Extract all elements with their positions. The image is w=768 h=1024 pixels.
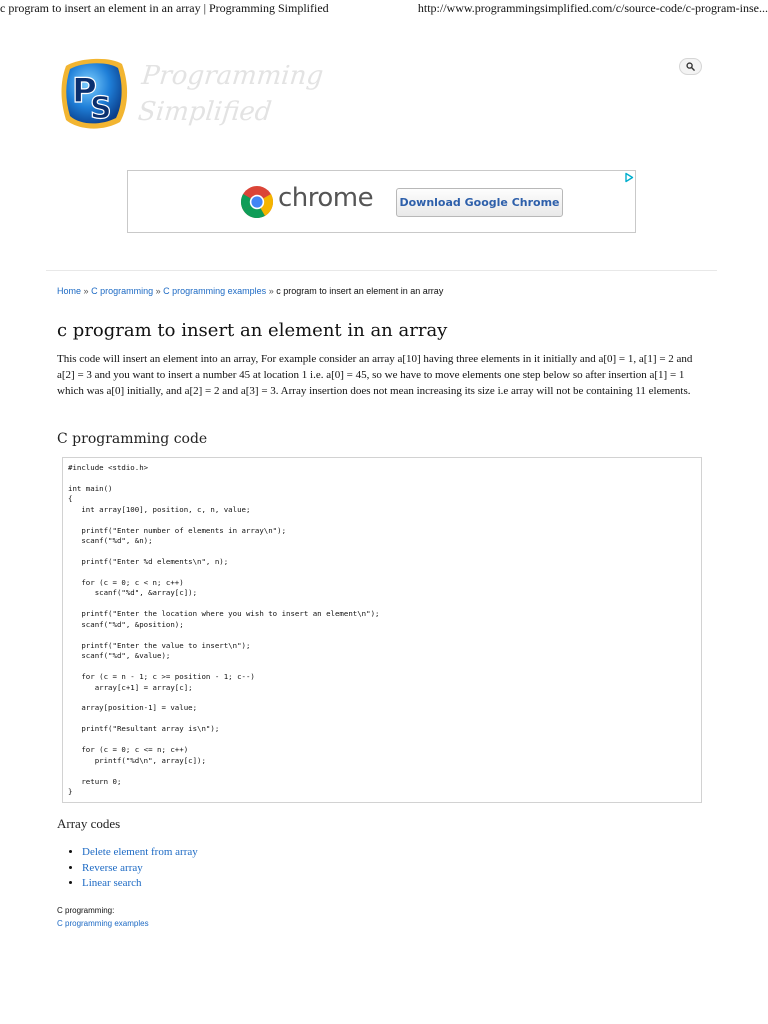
list-item: [82, 845, 198, 861]
breadcrumb-current: c program to insert an element in an array: [276, 286, 444, 296]
breadcrumb-c-programming[interactable]: C programming: [91, 286, 154, 296]
link-reverse-array[interactable]: Reverse array: [82, 861, 143, 874]
svg-text:P: P: [72, 71, 97, 111]
ad-banner[interactable]: [127, 170, 636, 233]
array-codes-list: [57, 845, 198, 892]
page-title: c program to insert an element in an array: [57, 320, 448, 341]
link-linear-search[interactable]: Linear search: [82, 877, 142, 889]
logo-line-2: Simplified: [136, 97, 274, 127]
print-header-title: c program to insert an element in an array | Programming Simplified: [0, 1, 329, 15]
print-header-url: http://www.programmingsimplified.com/c/source-code/c-program-inse...: [417, 1, 768, 15]
ad-brand-word: chrome: [278, 183, 374, 213]
breadcrumb-home[interactable]: Home: [57, 286, 82, 296]
chrome-logo-icon: [240, 185, 274, 219]
logo-line-1: Programming: [140, 61, 325, 91]
ad-choices-icon[interactable]: [624, 172, 634, 183]
search-icon: [686, 62, 695, 71]
list-item: [82, 876, 198, 892]
list-item: [82, 861, 198, 877]
breadcrumb: [57, 286, 737, 296]
download-chrome-button[interactable]: Download Google Chrome: [396, 188, 563, 217]
breadcrumb-separator: »: [268, 286, 274, 296]
link-delete-element[interactable]: Delete element from array: [82, 846, 198, 858]
code-heading: C programming code: [57, 431, 208, 447]
site-logo[interactable]: [58, 56, 325, 136]
intro-paragraph: This code will insert an element into an array, For example consider an array a[10] having three elements in it initially and a[0] = 1, a[1] = 2 and a[2] = 3 and you want to insert a number 45 at location 1 i.e. a[0] = 45, so we have to move elements one step below so after insertion a[1] = 1 which was a[0] initially, and a[2] = 2 and a[3] = 3. Array insertion does not mean increasing its size i.e array will not be containing 11 elements.: [57, 353, 693, 397]
header-divider: [46, 270, 717, 271]
array-codes-heading: Array codes: [57, 816, 121, 831]
logo-wordmark: [136, 58, 325, 130]
print-header: [0, 0, 768, 16]
breadcrumb-separator: »: [83, 286, 89, 296]
breadcrumb-separator: »: [155, 286, 161, 296]
code-block[interactable]: [62, 457, 702, 803]
logo-emblem-icon: [58, 56, 130, 132]
code-text: #include <stdio.h> int main() { int array[100], position, c, n, value; printf("Enter number of elements in array\n"); scanf("%d", &n); printf("Enter %d elements\n", n); for (c = 0; c < n; c++) scanf("%d", &array[c]); printf("Enter the location where you wish to insert an element\n"); scanf("%d", &position); printf("Enter the value to insert\n"); scanf("%d", &value); for (c = n - 1; c >= position - 1; c--) array[c+1] = array[c]; array[position-1] = value; printf("Resultant array is\n"); for (c = 0; c <= n; c++) printf("%d\n", array[c]); return 0; }: [68, 463, 380, 797]
footer-label: C programming:: [57, 906, 115, 915]
footer-link-c-programming-examples[interactable]: C programming examples: [57, 919, 149, 928]
search-button[interactable]: [679, 58, 702, 75]
svg-text:S: S: [90, 91, 112, 126]
breadcrumb-c-programming-examples[interactable]: C programming examples: [163, 286, 267, 296]
